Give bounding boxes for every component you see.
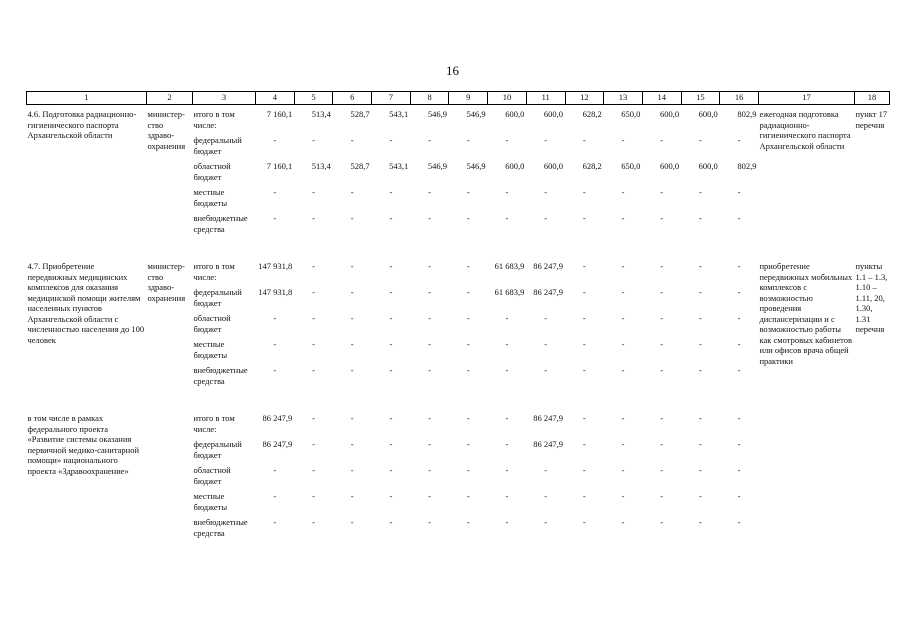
table-row <box>27 413 890 439</box>
funding-source: внебюджетные средства <box>193 365 248 386</box>
amount-cell: - <box>273 465 277 475</box>
amount-cell: 600,0 <box>659 161 680 171</box>
amount-cell: - <box>312 135 315 145</box>
column-header-15: 15 <box>681 92 720 105</box>
funding-source: итого в том числе: <box>193 261 235 282</box>
amount-cell: - <box>582 413 586 423</box>
funding-source: федеральный бюджет <box>193 135 242 156</box>
column-header-12: 12 <box>565 92 604 105</box>
funding-source: итого в том числе: <box>193 413 235 434</box>
amount-cell: 600,0 <box>698 161 718 171</box>
amount-cell: - <box>428 465 432 475</box>
amount-cell: - <box>660 313 664 323</box>
amount-cell: - <box>737 491 741 501</box>
amount-cell: - <box>466 135 470 145</box>
amount-cell: - <box>312 339 315 349</box>
amount-cell: - <box>660 339 664 349</box>
amount-cell: - <box>737 135 741 145</box>
amount-cell: - <box>350 517 354 527</box>
amount-cell: - <box>466 491 470 501</box>
amount-cell: 61 683,9 <box>494 287 525 297</box>
amount-cell: - <box>312 465 315 475</box>
amount-cell: - <box>582 287 586 297</box>
activity-name: в том числе в рамках федерального проекта «Развитие системы оказания первичной медико-санитарной помощи» национального проекта «Здравоохранение» <box>27 413 140 476</box>
amount-cell: 147 931,8 <box>258 287 293 297</box>
amount-cell: - <box>698 135 702 145</box>
expected-result: приобретение передвижных мобильных комплексов с возможностью проведения диспансеризации и с возможностью работы как смотровых кабинетов или офисов врача общей практики <box>759 261 853 366</box>
amount-cell: - <box>660 187 664 197</box>
amount-cell: - <box>698 187 702 197</box>
funding-source: итого в том числе: <box>193 109 235 130</box>
column-header-2: 2 <box>147 92 193 105</box>
column-header-18: 18 <box>854 92 889 105</box>
amount-cell: - <box>544 339 548 349</box>
amount-cell: - <box>505 135 509 145</box>
amount-cell: - <box>698 287 702 297</box>
amount-cell: - <box>389 491 393 501</box>
amount-cell: - <box>350 287 354 297</box>
amount-cell: - <box>698 439 702 449</box>
amount-cell: - <box>312 287 315 297</box>
amount-cell: - <box>389 261 393 271</box>
amount-cell: - <box>350 491 354 501</box>
amount-cell: 543,1 <box>389 161 409 171</box>
amount-cell: - <box>312 517 315 527</box>
amount-cell: - <box>505 213 509 223</box>
amount-cell: - <box>389 135 393 145</box>
amount-cell: - <box>737 287 741 297</box>
expected-result: ежегодная подготовка радиационно-гигиенического паспорта Архангельской области <box>759 109 851 151</box>
activity-name: 4.6. Подготовка радиационно-гигиенического паспорта Архангельской области <box>27 109 137 140</box>
amount-cell: - <box>273 365 277 375</box>
funding-source: областной бюджет <box>193 161 231 182</box>
column-header-13: 13 <box>604 92 643 105</box>
amount-cell: - <box>389 313 393 323</box>
amount-cell: - <box>582 313 586 323</box>
amount-cell: - <box>660 213 664 223</box>
amount-cell: - <box>544 491 548 501</box>
amount-cell: - <box>428 517 432 527</box>
amount-cell: - <box>698 517 702 527</box>
amount-cell: 600,0 <box>505 109 525 119</box>
amount-cell: - <box>350 261 354 271</box>
amount-cell: - <box>466 439 470 449</box>
program-table <box>26 91 890 543</box>
amount-cell: - <box>350 439 354 449</box>
amount-cell: - <box>582 365 586 375</box>
amount-cell: - <box>621 135 625 145</box>
amount-cell: - <box>389 413 393 423</box>
activity-name: 4.7. Приобретение передвижных медицинских комплексов для оказания медицинской помощи жителям населенных пунктов Архангельской области с численностью населения до 100 человек <box>27 261 145 345</box>
amount-cell: - <box>389 439 393 449</box>
reference: пункт 17 перечня <box>855 109 888 130</box>
amount-cell: - <box>544 365 548 375</box>
amount-cell: - <box>466 365 470 375</box>
amount-cell: - <box>660 365 664 375</box>
amount-cell: - <box>505 313 509 323</box>
amount-cell: - <box>389 517 393 527</box>
amount-cell: - <box>389 365 393 375</box>
amount-cell: - <box>621 261 625 271</box>
amount-cell: - <box>428 491 432 501</box>
amount-cell: - <box>428 339 432 349</box>
amount-cell: - <box>428 439 432 449</box>
amount-cell: - <box>273 491 277 501</box>
column-header-11: 11 <box>526 92 565 105</box>
column-header-8: 8 <box>410 92 449 105</box>
amount-cell: 802,9 <box>737 161 757 171</box>
amount-cell: 86 247,9 <box>533 287 563 297</box>
amount-cell: - <box>350 187 354 197</box>
amount-cell: - <box>544 313 548 323</box>
amount-cell: - <box>466 313 470 323</box>
executor: министер-ство здраво-охранения <box>147 109 186 151</box>
amount-cell: - <box>466 339 470 349</box>
amount-cell: - <box>466 261 470 271</box>
executor: министер-ство здраво-охранения <box>147 261 186 303</box>
amount-cell: - <box>660 517 664 527</box>
amount-cell: - <box>312 261 315 271</box>
amount-cell: - <box>621 491 625 501</box>
table-row <box>27 109 890 135</box>
amount-cell: - <box>737 365 741 375</box>
amount-cell: - <box>737 465 741 475</box>
amount-cell: - <box>389 213 393 223</box>
page-number: 16 <box>446 63 459 78</box>
funding-source: федеральный бюджет <box>193 287 242 308</box>
amount-cell: 628,2 <box>582 109 602 119</box>
reference: пункты 1.1 – 1.3, 1.10 – 1.11, 20, 1.30, 1.31 перечня <box>855 261 888 334</box>
amount-cell: - <box>505 365 509 375</box>
amount-cell: - <box>466 465 470 475</box>
column-number-row <box>27 92 890 105</box>
amount-cell: - <box>621 365 625 375</box>
amount-cell: - <box>389 465 393 475</box>
funding-source: местные бюджеты <box>193 339 228 360</box>
amount-cell: - <box>737 339 741 349</box>
amount-cell: - <box>698 491 702 501</box>
funding-source: федеральный бюджет <box>193 439 242 460</box>
amount-cell: 600,0 <box>698 109 718 119</box>
amount-cell: - <box>273 187 277 197</box>
amount-cell: - <box>660 491 664 501</box>
column-header-1: 1 <box>27 92 147 105</box>
amount-cell: 7 160,1 <box>266 161 293 171</box>
amount-cell: - <box>582 517 586 527</box>
column-header-17: 17 <box>758 92 854 105</box>
amount-cell: - <box>621 439 625 449</box>
amount-cell: - <box>621 187 625 197</box>
column-header-3: 3 <box>193 92 256 105</box>
amount-cell: - <box>621 465 625 475</box>
amount-cell: - <box>582 491 586 501</box>
amount-cell: 86 247,9 <box>533 439 563 449</box>
amount-cell: - <box>505 465 509 475</box>
funding-source: внебюджетные средства <box>193 517 248 538</box>
amount-cell: - <box>660 287 664 297</box>
amount-cell: 546,9 <box>427 109 447 119</box>
amount-cell: 546,9 <box>466 161 486 171</box>
amount-cell: - <box>505 413 509 423</box>
amount-cell: - <box>273 339 277 349</box>
amount-cell: - <box>273 135 277 145</box>
amount-cell: - <box>544 213 548 223</box>
amount-cell: - <box>466 413 470 423</box>
amount-cell: - <box>350 465 354 475</box>
amount-cell: - <box>389 287 393 297</box>
amount-cell: - <box>737 261 741 271</box>
amount-cell: - <box>273 213 277 223</box>
amount-cell: 600,0 <box>659 109 680 119</box>
amount-cell: 528,7 <box>350 161 370 171</box>
amount-cell: 147 931,8 <box>258 261 293 271</box>
amount-cell: 7 160,1 <box>266 109 293 119</box>
amount-cell: - <box>582 339 586 349</box>
column-header-5: 5 <box>294 92 333 105</box>
amount-cell: - <box>428 187 432 197</box>
amount-cell: 61 683,9 <box>494 261 525 271</box>
amount-cell: - <box>698 413 702 423</box>
amount-cell: 600,0 <box>543 109 563 119</box>
amount-cell: - <box>350 135 354 145</box>
amount-cell: - <box>660 135 664 145</box>
amount-cell: 600,0 <box>543 161 563 171</box>
amount-cell: - <box>698 339 702 349</box>
amount-cell: - <box>621 213 625 223</box>
amount-cell: - <box>737 213 741 223</box>
amount-cell: - <box>312 213 315 223</box>
amount-cell: - <box>737 413 741 423</box>
amount-cell: - <box>621 517 625 527</box>
amount-cell: - <box>428 365 432 375</box>
amount-cell: - <box>505 439 509 449</box>
amount-cell: - <box>660 439 664 449</box>
amount-cell: - <box>698 465 702 475</box>
amount-cell: - <box>312 439 315 449</box>
column-header-4: 4 <box>256 92 295 105</box>
amount-cell: - <box>660 413 664 423</box>
amount-cell: - <box>466 517 470 527</box>
amount-cell: - <box>273 313 277 323</box>
column-header-6: 6 <box>333 92 372 105</box>
amount-cell: - <box>505 491 509 501</box>
amount-cell: - <box>737 313 741 323</box>
column-header-14: 14 <box>642 92 681 105</box>
amount-cell: - <box>273 517 277 527</box>
reference <box>854 413 889 543</box>
amount-cell: - <box>698 261 702 271</box>
amount-cell: - <box>312 491 315 501</box>
column-header-16: 16 <box>720 92 759 105</box>
amount-cell: 513,4 <box>311 109 331 119</box>
amount-cell: - <box>544 187 548 197</box>
amount-cell: 600,0 <box>505 161 525 171</box>
amount-cell: - <box>466 187 470 197</box>
funding-source: областной бюджет <box>193 313 231 334</box>
amount-cell: 86 247,9 <box>533 261 563 271</box>
amount-cell: - <box>428 135 432 145</box>
amount-cell: 513,4 <box>311 161 331 171</box>
column-header-10: 10 <box>488 92 527 105</box>
amount-cell: - <box>582 439 586 449</box>
amount-cell: - <box>737 517 741 527</box>
funding-source: местные бюджеты <box>193 491 228 512</box>
amount-cell: - <box>544 517 548 527</box>
amount-cell: - <box>582 261 586 271</box>
amount-cell: - <box>350 213 354 223</box>
amount-cell: 546,9 <box>427 161 447 171</box>
amount-cell: - <box>312 413 315 423</box>
amount-cell: - <box>389 339 393 349</box>
amount-cell: - <box>582 213 586 223</box>
amount-cell: 650,0 <box>621 161 641 171</box>
amount-cell: - <box>544 135 548 145</box>
amount-cell: - <box>350 413 354 423</box>
amount-cell: 802,9 <box>737 109 757 119</box>
amount-cell: - <box>698 313 702 323</box>
executor <box>147 413 193 543</box>
amount-cell: 86 247,9 <box>262 439 293 449</box>
column-header-7: 7 <box>372 92 411 105</box>
column-header-9: 9 <box>449 92 488 105</box>
amount-cell: - <box>737 187 741 197</box>
amount-cell: - <box>389 187 393 197</box>
amount-cell: - <box>505 187 509 197</box>
amount-cell: - <box>698 365 702 375</box>
funding-source: местные бюджеты <box>193 187 228 208</box>
amount-cell: 650,0 <box>621 109 641 119</box>
amount-cell: - <box>505 339 509 349</box>
amount-cell: - <box>350 313 354 323</box>
amount-cell: 86 247,9 <box>262 413 293 423</box>
amount-cell: - <box>428 287 432 297</box>
amount-cell: - <box>312 313 315 323</box>
amount-cell: - <box>582 187 586 197</box>
amount-cell: - <box>698 213 702 223</box>
amount-cell: 628,2 <box>582 161 602 171</box>
funding-source: областной бюджет <box>193 465 231 486</box>
amount-cell: - <box>582 135 586 145</box>
amount-cell: - <box>428 313 432 323</box>
amount-cell: 86 247,9 <box>533 413 563 423</box>
amount-cell: - <box>621 287 625 297</box>
amount-cell: - <box>621 339 625 349</box>
amount-cell: - <box>505 517 509 527</box>
amount-cell: - <box>312 365 315 375</box>
amount-cell: - <box>466 287 470 297</box>
funding-source: внебюджетные средства <box>193 213 248 234</box>
amount-cell: - <box>466 213 470 223</box>
amount-cell: 543,1 <box>389 109 409 119</box>
amount-cell: - <box>428 413 432 423</box>
amount-cell: 546,9 <box>466 109 486 119</box>
amount-cell: - <box>312 187 315 197</box>
amount-cell: - <box>350 339 354 349</box>
amount-cell: - <box>621 413 625 423</box>
amount-cell: - <box>737 439 741 449</box>
amount-cell: - <box>621 313 625 323</box>
amount-cell: - <box>428 261 432 271</box>
table-row <box>27 261 890 287</box>
amount-cell: - <box>660 261 664 271</box>
amount-cell: - <box>428 213 432 223</box>
amount-cell: - <box>350 365 354 375</box>
amount-cell: 528,7 <box>350 109 370 119</box>
amount-cell: - <box>660 465 664 475</box>
expected-result <box>758 413 854 543</box>
amount-cell: - <box>582 465 586 475</box>
amount-cell: - <box>544 465 548 475</box>
